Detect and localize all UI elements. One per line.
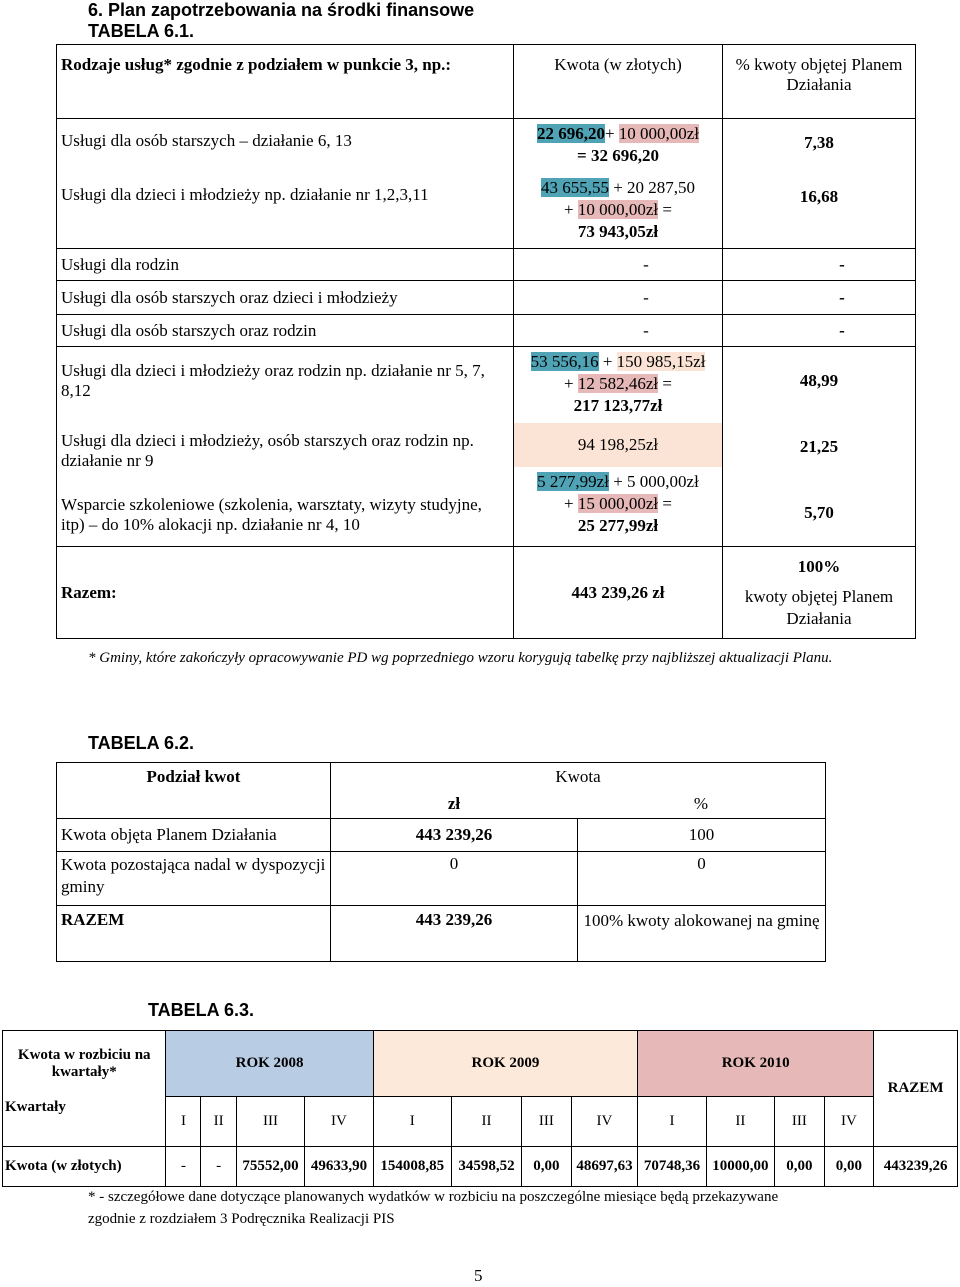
amount-part: 150 985,15zł <box>616 352 706 371</box>
t1-row-2-percent: - <box>723 249 916 281</box>
t1-row-4-name: Usługi dla osób starszych oraz rodzin <box>57 315 514 347</box>
t1-row-3-name: Usługi dla osób starszych oraz dzieci i młodzieży <box>57 281 514 315</box>
t1-row-0-name: Usługi dla osób starszych – działanie 6, 13 <box>61 131 352 150</box>
t1-row-1-percent: 16,68 <box>799 187 839 206</box>
t3-quarter: I <box>166 1097 201 1147</box>
t1-row-0-1-amounts <box>514 119 723 249</box>
amount-part: 12 582,46zł <box>577 374 659 393</box>
table3-footnote: * - szczegółowe dane dotyczące planowanych wydatków w rozbiciu na poszczególne miesiące będą przekazywane zgodnie z rozdziałem 3 Podręcznika Realizacji PIS <box>88 1189 779 1227</box>
t3-total-header: RAZEM <box>874 1031 958 1147</box>
t1-total-amount: 443 239,26 zł <box>514 547 723 639</box>
t2-header-amount-cell <box>331 763 826 819</box>
t3-value: 0,00 <box>522 1147 572 1187</box>
amount-part: + 20 287,50 <box>608 178 696 197</box>
t2-row-2-pct: 100% kwoty alokowanej na gminę <box>578 906 826 962</box>
t2-row-0-pct: 100 <box>578 819 826 852</box>
t2-row-1-zl: 0 <box>331 852 578 906</box>
t1-row-0-1-names <box>57 119 514 249</box>
page-number: 5 <box>474 1266 483 1285</box>
t3-quarter: I <box>638 1097 706 1147</box>
t1-row-6-percent: 21,25 <box>799 437 839 456</box>
t2-row-2-name: RAZEM <box>57 906 331 962</box>
t3-value: 10000,00 <box>706 1147 774 1187</box>
t1-total-percent-note: kwoty objętej Planem Działania <box>744 586 894 628</box>
amount-part: 15 000,00zł <box>577 494 659 513</box>
amount-part: 25 277,99zł <box>577 516 659 535</box>
t1-rows-5-7-percents <box>723 347 916 547</box>
t1-row-2-amount: - <box>514 249 723 281</box>
t2-row-0-name: Kwota objęta Planem Działania <box>57 819 331 852</box>
t3-quarter: IV <box>571 1097 638 1147</box>
t1-row-4-amount: - <box>514 315 723 347</box>
t1-row-6-amount: 94 198,25zł <box>514 423 722 467</box>
amount-part: + 5 000,00zł <box>608 472 699 491</box>
amount-part: + <box>564 200 578 219</box>
t1-row-2-name: Usługi dla rodzin <box>57 249 514 281</box>
t3-row-label: Kwota (w złotych) <box>3 1147 166 1187</box>
t3-quarter: III <box>775 1097 825 1147</box>
t1-total-label: Razem: <box>57 547 514 639</box>
t2-row-1-pct: 0 <box>578 852 826 906</box>
t1-rows-5-7-amounts <box>514 347 723 547</box>
t1-row-4-percent: - <box>723 315 916 347</box>
amount-part: + <box>604 124 619 143</box>
table2-label: TABELA 6.2. <box>88 733 195 753</box>
t2-row-0-zl: 443 239,26 <box>331 819 578 852</box>
table3-label: TABELA 6.3. <box>148 1000 255 1020</box>
amount-part: = <box>658 494 672 513</box>
t3-value: 154008,85 <box>373 1147 451 1187</box>
t1-row-5-name: Usługi dla dzieci i młodzieży oraz rodzin np. działanie nr 5, 7, 8,12 <box>61 361 485 400</box>
t1-row-3-amount: - <box>514 281 723 315</box>
t1-header-percent: % kwoty objętej Planem Działania <box>723 45 916 119</box>
t3-quarter: III <box>236 1097 304 1147</box>
t1-row-3-percent: - <box>723 281 916 315</box>
t3-value: - <box>166 1147 201 1187</box>
t1-row-0-amount <box>518 123 718 167</box>
t3-quarter: II <box>451 1097 521 1147</box>
t2-row-1-name: Kwota pozostająca nadal w dyspozycji gminy <box>57 852 331 906</box>
t3-corner-top: Kwota w rozbiciu na kwartały* <box>3 1031 166 1097</box>
t1-header-amount: Kwota (w złotych) <box>514 45 723 119</box>
t3-value: 0,00 <box>824 1147 874 1187</box>
table-6-1 <box>56 44 916 639</box>
amount-part: + <box>598 352 617 371</box>
t1-row-7-amount <box>518 471 718 537</box>
t2-header-amount: Kwota <box>555 766 601 786</box>
t3-year-2010: ROK 2010 <box>638 1031 874 1097</box>
t3-quarter: II <box>706 1097 774 1147</box>
table-6-2 <box>56 762 826 962</box>
t3-quarter: II <box>201 1097 236 1147</box>
amount-part: 22 696,20 <box>536 124 605 143</box>
t1-total-percent-cell <box>723 547 916 639</box>
t2-header-division: Podział kwot <box>57 763 331 819</box>
t1-row-7-percent: 5,70 <box>804 503 834 522</box>
t3-quarter: IV <box>305 1097 373 1147</box>
table1-footnote: * Gminy, które zakończyły opracowywanie PD wg poprzedniego wzoru korygują tabelkę przy najbliższej aktualizacji Planu. <box>88 650 833 666</box>
t3-value: 70748,36 <box>638 1147 706 1187</box>
amount-part: 10 000,00zł <box>577 200 659 219</box>
t2-row-2-zl: 443 239,26 <box>331 906 578 962</box>
amount-part: 53 556,16 <box>530 352 599 371</box>
t3-value: 48697,63 <box>571 1147 638 1187</box>
t3-quarter: I <box>373 1097 451 1147</box>
t3-value: - <box>201 1147 236 1187</box>
t1-header-services: Rodzaje usług* zgodnie z podziałem w punkcie 3, np.: <box>57 45 514 119</box>
t1-row-1-name: Usługi dla dzieci i młodzieży np. działanie nr 1,2,3,11 <box>61 185 429 204</box>
table1-label: TABELA 6.1. <box>88 21 195 41</box>
t3-value: 49633,90 <box>305 1147 373 1187</box>
t1-row-6-name: Usługi dla dzieci i młodzieży, osób starszych oraz rodzin np. działanie nr 9 <box>61 431 474 470</box>
t3-value: 0,00 <box>775 1147 825 1187</box>
t2-subheaders <box>331 790 825 818</box>
t2-subheader-zl: zł <box>447 793 461 813</box>
t1-row-1-amount <box>518 177 718 243</box>
amount-part: 217 123,77zł <box>573 396 663 415</box>
t1-row-0-1-percents <box>723 119 916 249</box>
t3-year-2009: ROK 2009 <box>373 1031 638 1097</box>
section-heading: 6. Plan zapotrzebowania na środki finansowe <box>88 0 475 20</box>
amount-part: 10 000,00zł <box>618 124 700 143</box>
amount-part: 43 655,55 <box>540 178 609 197</box>
t2-subheader-pct: % <box>693 793 709 813</box>
t1-row-5-percent: 48,99 <box>799 371 839 390</box>
t3-quarter: IV <box>824 1097 874 1147</box>
amount-part: 5 277,99zł <box>537 472 609 491</box>
t3-quarter: III <box>522 1097 572 1147</box>
t1-total-percent: 100% <box>797 556 841 576</box>
t3-total-value: 443239,26 <box>874 1147 958 1187</box>
amount-part: = 32 696,20 <box>577 146 659 165</box>
t3-year-2008: ROK 2008 <box>166 1031 373 1097</box>
t3-value: 75552,00 <box>236 1147 304 1187</box>
t3-corner-bottom: Kwartały <box>3 1097 166 1147</box>
t1-row-5-amount <box>518 351 718 417</box>
amount-part: = <box>658 374 672 393</box>
amount-part: = <box>658 200 672 219</box>
amount-part: 73 943,05zł <box>577 222 659 241</box>
t3-value: 34598,52 <box>451 1147 521 1187</box>
amount-part: + <box>564 374 578 393</box>
amount-part: + <box>564 494 578 513</box>
t1-row-0-percent: 7,38 <box>804 133 834 152</box>
t1-row-7-name: Wsparcie szkoleniowe (szkolenia, warsztaty, wizyty studyjne, itp) – do 10% alokacji np. działanie nr 4, 10 <box>61 495 482 534</box>
t1-rows-5-7-names <box>57 347 514 547</box>
table-6-3 <box>2 1030 958 1187</box>
